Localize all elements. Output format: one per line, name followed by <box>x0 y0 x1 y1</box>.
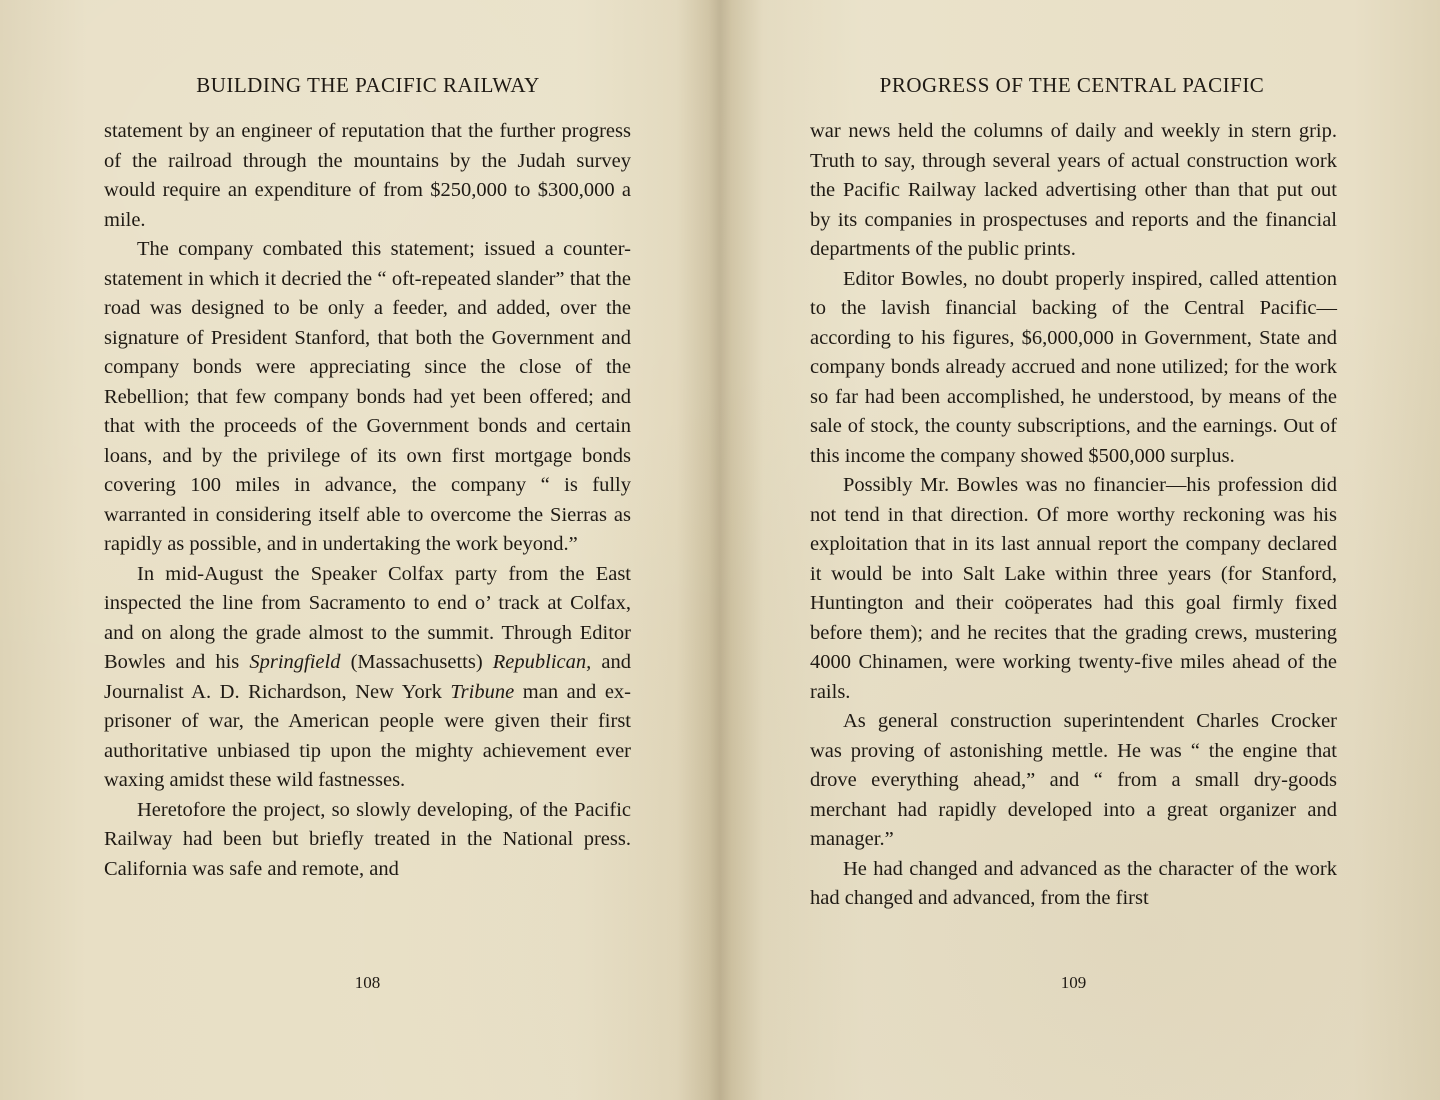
body-text-right <box>810 117 1337 914</box>
paragraph: war news held the columns of daily and weekly in stern grip. Truth to say, through several years of actual construction work the Pacific Railway lacked advertising other than that put out by its companies in prospectuses and reports and the financial departments of the public prints. <box>810 120 1337 260</box>
paragraph-text: man and ex-prisoner of war, the American people were given their first authoritative unbiased tip upon the mighty achievement ever waxing amidst these wild fastnesses. <box>104 680 631 791</box>
paragraph <box>104 560 631 796</box>
paragraph: He had changed and advanced as the character of the work had changed and advanced, from the first <box>810 857 1337 909</box>
paragraph-text: and Journalist A. D. Richardson, New York <box>104 651 631 703</box>
paragraph: Editor Bowles, no doubt properly inspired, called attention to the lavish financial backing of the Central Pacific—according to his figures, $6,000,000 in Government, State and company bonds already accrued and none utilized; for the work so far had been accomplished, he understood, by means of the sale of stock, the county subscriptions, and the earnings. Out of this income the company showed $500,000 surplus. <box>810 267 1337 467</box>
paragraph: As general construction superintendent Charles Crocker was proving of astonishing mettle. He was “ the engine that drove everything ahead,” and “ from a small dry-goods merchant had rapidly developed into a great organizer and manager.” <box>810 710 1337 850</box>
running-head-left: BUILDING THE PACIFIC RAILWAY <box>196 73 540 97</box>
paragraph: Possibly Mr. Bowles was no financier—his profession did not tend in that direction. Of more worthy reckoning was his exploitation that in its last annual report the company declared it would be into Salt Lake within three years (for Stanford, Huntington and their coöperates had this goal firmly fixed before them); and he recites that the grading crews, mustering 4000 Chinamen, were working twenty-five miles ahead of the rails. <box>810 474 1337 703</box>
page-number-right: 109 <box>1060 973 1087 992</box>
right-page <box>720 0 1440 1100</box>
page-number-left: 108 <box>354 973 381 992</box>
paragraph-text: (Massachusetts) <box>340 651 493 673</box>
newspaper-title-tribune: Tribune <box>450 680 515 703</box>
paragraph: The company combated this statement; issued a counter-statement in which it decried the “ oft-repeated slander” that the road was designed to be only a feeder, and added, over the signature of President Stanford, that both the Government and company bonds were appreciating since the close of the Rebellion; that few company bonds had yet been offered; and that with the proceeds of the Government bonds and certain loans, and by the privilege of its own first mortgage bonds covering 100 miles in advance, the company “ is fully warranted in considering itself able to overcome the Sierras as rapidly as possible, and in undertaking the work beyond.” <box>104 238 631 555</box>
body-text-left <box>104 117 631 884</box>
paragraph: statement by an engineer of reputation that the further progress of the railroad through the mountains by the Judah survey would require an expenditure of from $250,000 to $300,000 a mile. <box>104 120 631 231</box>
running-head-right: PROGRESS OF THE CENTRAL PACIFIC <box>879 73 1265 97</box>
newspaper-title-springfield: Springfield <box>249 651 341 673</box>
newspaper-title-republican: Republican, <box>492 651 592 673</box>
paragraph: Heretofore the project, so slowly developing, of the Pacific Railway had been but briefly treated in the National press. California was safe and remote, and <box>104 798 631 880</box>
paragraph-text: In mid-August the Speaker Colfax party from the East inspected the line from Sacramento to end o’ track at Colfax, and on along the grade almost to the summit. Through Editor Bowles and his <box>104 562 631 673</box>
